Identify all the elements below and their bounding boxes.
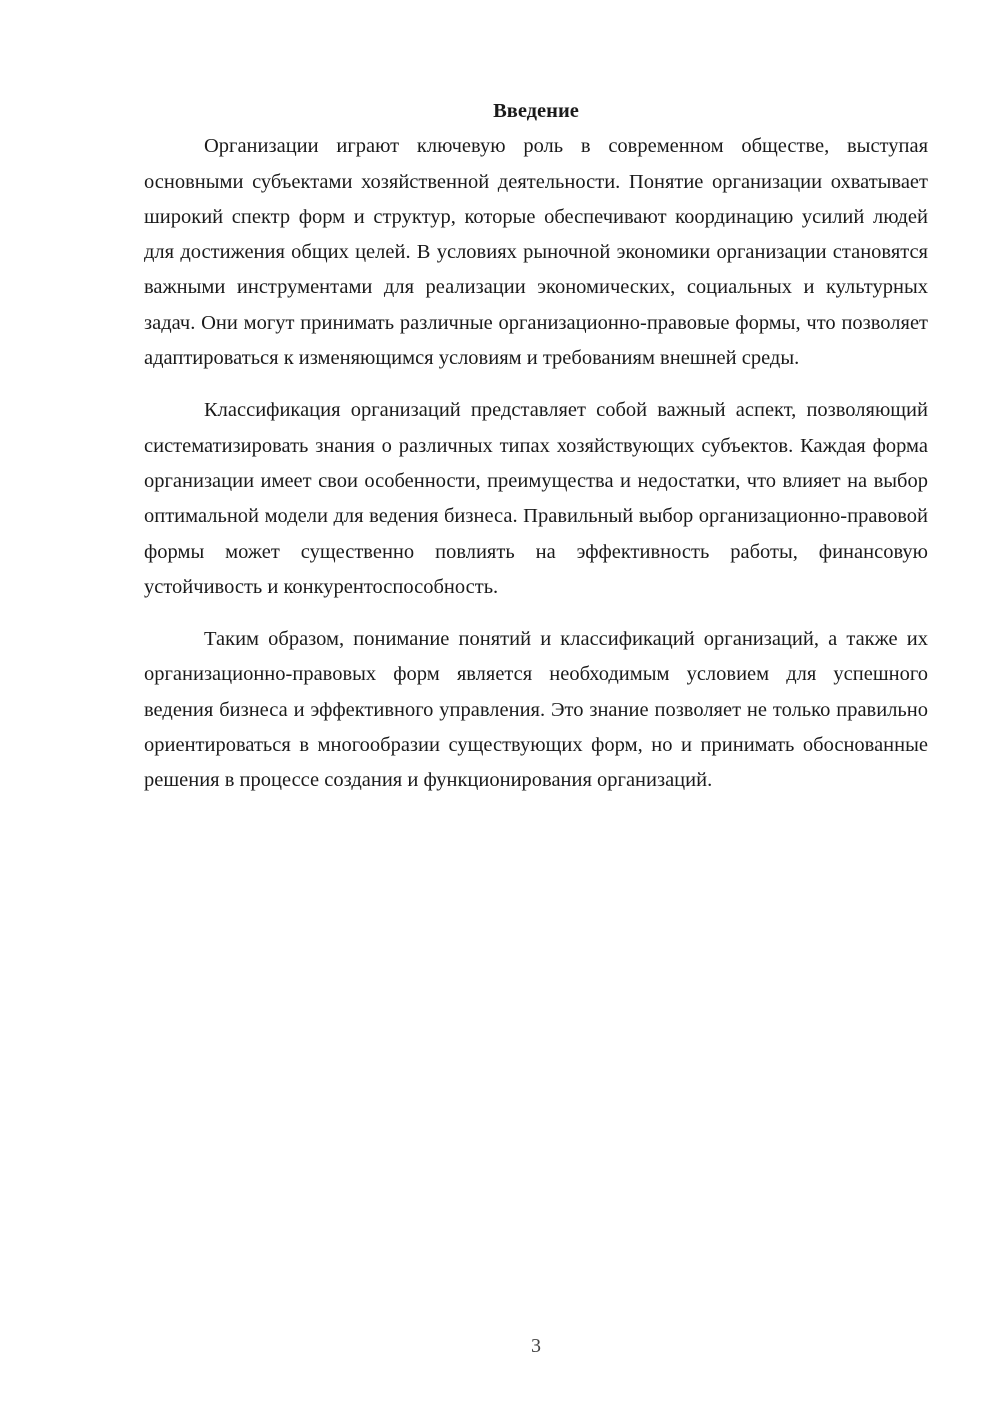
page-number: 3 — [531, 1335, 541, 1357]
paragraph-3: Таким образом, понимание понятий и классификаций организаций, а также их организационно-правовых форм является необходимым условием для успешного ведения бизнеса и эффективного управления. Это знание позволяет не только правильно ориентироваться в многообразии существующих форм, но и принимать обоснованные решения в процессе создания и функционирования организаций. — [144, 628, 928, 792]
paragraph-1: Организации играют ключевую роль в современном обществе, выступая основными субъектами хозяйственной деятельности. Понятие организации охватывает широкий спектр форм и структур, которые обеспечивают координацию усилий людей для достижения общих целей. В условиях рыночной экономики организации становятся важными инструментами для реализации экономических, социальных и культурных задач. Они могут принимать различные организационно-правовые формы, что позволяет адаптироваться к изменяющимся условиям и требованиям внешней среды. — [144, 135, 928, 370]
paragraph-2: Классификация организаций представляет собой важный аспект, позволяющий систематизировать знания о различных типах хозяйствующих субъектов. Каждая форма организации имеет свои особенности, преимущества и недостатки, что влияет на выбор оптимальной модели для ведения бизнеса. Правильный выбор организационно-правовой формы может существенно повлиять на эффективность работы, финансовую устойчивость и конкурентоспособность. — [144, 399, 928, 598]
section-title: Введение — [493, 100, 579, 122]
page-content — [144, 94, 928, 799]
